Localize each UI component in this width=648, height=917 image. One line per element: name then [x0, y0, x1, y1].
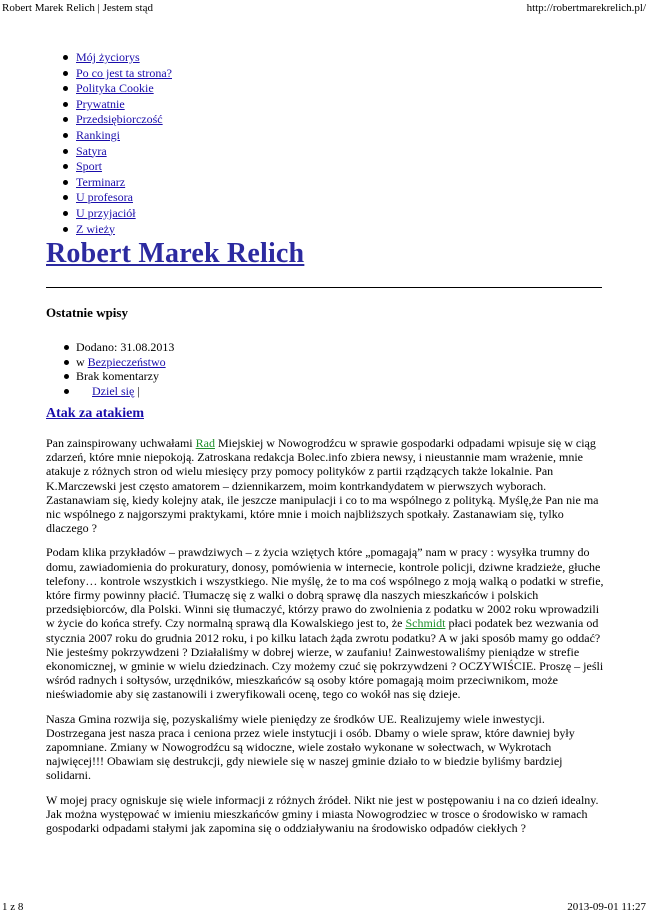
- category-link[interactable]: Bezpieczeństwo: [87, 354, 166, 369]
- site-title-link[interactable]: Robert Marek Relich: [46, 238, 305, 269]
- menu-link[interactable]: Mój życiorys: [76, 50, 140, 64]
- menu-link[interactable]: Terminarz: [76, 174, 126, 189]
- paragraph-4: W mojej pracy ogniskuje się wiele informacji z różnych źródeł. Nikt nie jest w postępowaniu i na co dzień idealny. Jak można występować w imieniu mieszkańców gminy i miasta Nowogrodziec w trosce o środowisko w ramach gospodarki odpadami stałymi jak zapomina się o oddziaływaniu na środowisko odpadów ciekłych ?: [46, 792, 599, 836]
- menu-item-sport[interactable]: [60, 159, 172, 175]
- share-link[interactable]: Dziel się: [92, 383, 135, 398]
- menu-item-u-profesora[interactable]: [60, 190, 172, 206]
- post-title-link[interactable]: Atak za atakiem: [46, 406, 144, 421]
- p1-text-a: Pan zainspirowany uchwałami: [46, 436, 196, 450]
- menu-link[interactable]: Polityka Cookie: [76, 81, 154, 96]
- rad-link[interactable]: Rad: [195, 436, 215, 450]
- main-menu: [60, 50, 172, 237]
- menu-item-cookie[interactable]: [60, 81, 172, 97]
- menu-link[interactable]: U profesora: [76, 190, 133, 205]
- site-title[interactable]: [46, 238, 304, 270]
- paragraph-3: Nasza Gmina rozwija się, pozyskaliśmy wiele pieniędzy ze środków UE. Realizujemy wiele inwestycji. Dostrzegana jest nasza praca i ceniona przez wiele instytucji i osób. Dbamy o wiele spraw, które dawniej były zapomniane. Zmiany w Nowogrodźcu są widoczne, wiele zostało wykonane w sołectwach, w Wykrotach najwięcej!!! Obawiam się destrukcji, gdy niewiele się w naszej gminie działo to w biedzie byliśmy bardziej solidarni.: [46, 711, 575, 783]
- post-comments: Brak komentarzy: [62, 369, 174, 384]
- menu-item-zyciorys[interactable]: [60, 50, 172, 66]
- share-separator: |: [134, 383, 140, 398]
- share-item: [62, 384, 174, 399]
- p2-text-b: płaci podatek bez wezwania od stycznia 2007 roku do grudnia 2012 roku, i po kilku latach żąda zwrotu podatku? A w jaki sposób mamy go oddać? Nie jesteśmy pokrzywdzeni ? Działaliśmy w dobrej wierze, w zaufaniu! Zainwestowaliśmy pieniądze w strefie ekonomicznej, w gminie w wielu dziedzinach. Czy możemy czuć się pokrzywdzeni ? OCZYWIŚCIE. Proszę – jeśli wśród radnych i sołtysów, urzędników, mieszkańców są osoby które pomagają moim przeciwnikom, może nieświadomie aby się zastanowili i zweryfikowali ocenę, tego co wokół nas się dzieje.: [46, 616, 604, 702]
- print-header-title: Robert Marek Relich | Jestem stąd: [2, 2, 153, 14]
- page-number: 1 z 8: [2, 901, 24, 913]
- menu-link[interactable]: Po co jest ta strona?: [76, 65, 172, 80]
- p1-text-b: Miejskiej w Nowogrodźcu w sprawie gospodarki odpadami wpisuje się w ciąg zdarzeń, które mnie niepokoją. Zatroskana redakcja Bolec.info zbiera newsy, i nieustannie mam wrażenie, mnie atakuje z różnych stron od wielu miesięcy przy pomocy polityków z partii rządzących także lokalnie. Pan K.Marczewski jest często amatorem – dziennikarzem, moim kontrkandydatem w pierwszych wyborach. Zastanawiam się, kiedy kolejny atak, ile jeszcze manipulacji i co to ma wspólnego z polityką. Myślę,że Pan nie ma nic wspólnego z najgorszymi praktykami, które mnie i moich najbliższych spotkały. Zastanawiam się, tylko dlaczego ?: [46, 436, 599, 536]
- menu-item-u-przyjaciol[interactable]: [60, 206, 172, 222]
- menu-item-satyra[interactable]: [60, 144, 172, 160]
- post-date: Dodano: 31.08.2013: [62, 340, 174, 355]
- menu-item-prywatnie[interactable]: [60, 97, 172, 113]
- print-header-url: http://robertmarekrelich.pl/: [526, 2, 646, 14]
- paragraph-1: [46, 436, 606, 535]
- print-datetime: 2013-09-01 11:27: [567, 901, 646, 913]
- print-header: [2, 2, 646, 14]
- schmidt-link[interactable]: Schmidt: [405, 616, 446, 631]
- menu-link[interactable]: Prywatnie: [76, 96, 125, 111]
- menu-link[interactable]: U przyjaciół: [76, 205, 136, 220]
- post-content: [46, 436, 606, 845]
- menu-link[interactable]: Satyra: [76, 143, 107, 158]
- post-title[interactable]: [46, 406, 144, 422]
- menu-link[interactable]: Z wieży: [76, 221, 115, 236]
- post-meta: [62, 340, 174, 398]
- post-category: [62, 355, 174, 370]
- menu-link[interactable]: Rankingi: [76, 127, 120, 142]
- p2-text-a: Podam klika przykładów – prawdziwych – z życia wziętych które „pomagają” nam w pracy : wysyłka trumny do domu, zawiadomienia do prokuratury, donosy, pomówienia w internecie, kontrole policji, dziwne kradzieże, głuche telefony… kontrole wszystkich i wszystkiego. Nie myślę, że to ma coś wspólnego z moją walką o podatki w strefie, które firmy powinny płacić. Tłumaczę się z walki o dobrą sprawę dla naszych mieszkańców i polskich przedsiębiorców, dla Polski. Winni się tłumaczyć, którzy prawo do zwolnienia z podatku w 2002 roku wprowadzili w życie do końca strefy. Czy normalną sprawą dla Kowalskiego jest to, że: [46, 545, 604, 631]
- menu-item-po-co[interactable]: [60, 66, 172, 82]
- menu-link[interactable]: Przedsiębiorczość: [76, 112, 163, 127]
- paragraph-2: [46, 545, 606, 701]
- divider: [46, 287, 602, 288]
- menu-item-z-wiezy[interactable]: [60, 222, 172, 238]
- menu-item-terminarz[interactable]: [60, 175, 172, 191]
- menu-link[interactable]: Sport: [76, 159, 103, 174]
- menu-item-rankingi[interactable]: [60, 128, 172, 144]
- section-title: Ostatnie wpisy: [46, 305, 128, 320]
- category-prefix: w: [76, 354, 88, 369]
- menu-item-przedsiebiorczosc[interactable]: [60, 112, 172, 128]
- print-footer: [2, 901, 646, 913]
